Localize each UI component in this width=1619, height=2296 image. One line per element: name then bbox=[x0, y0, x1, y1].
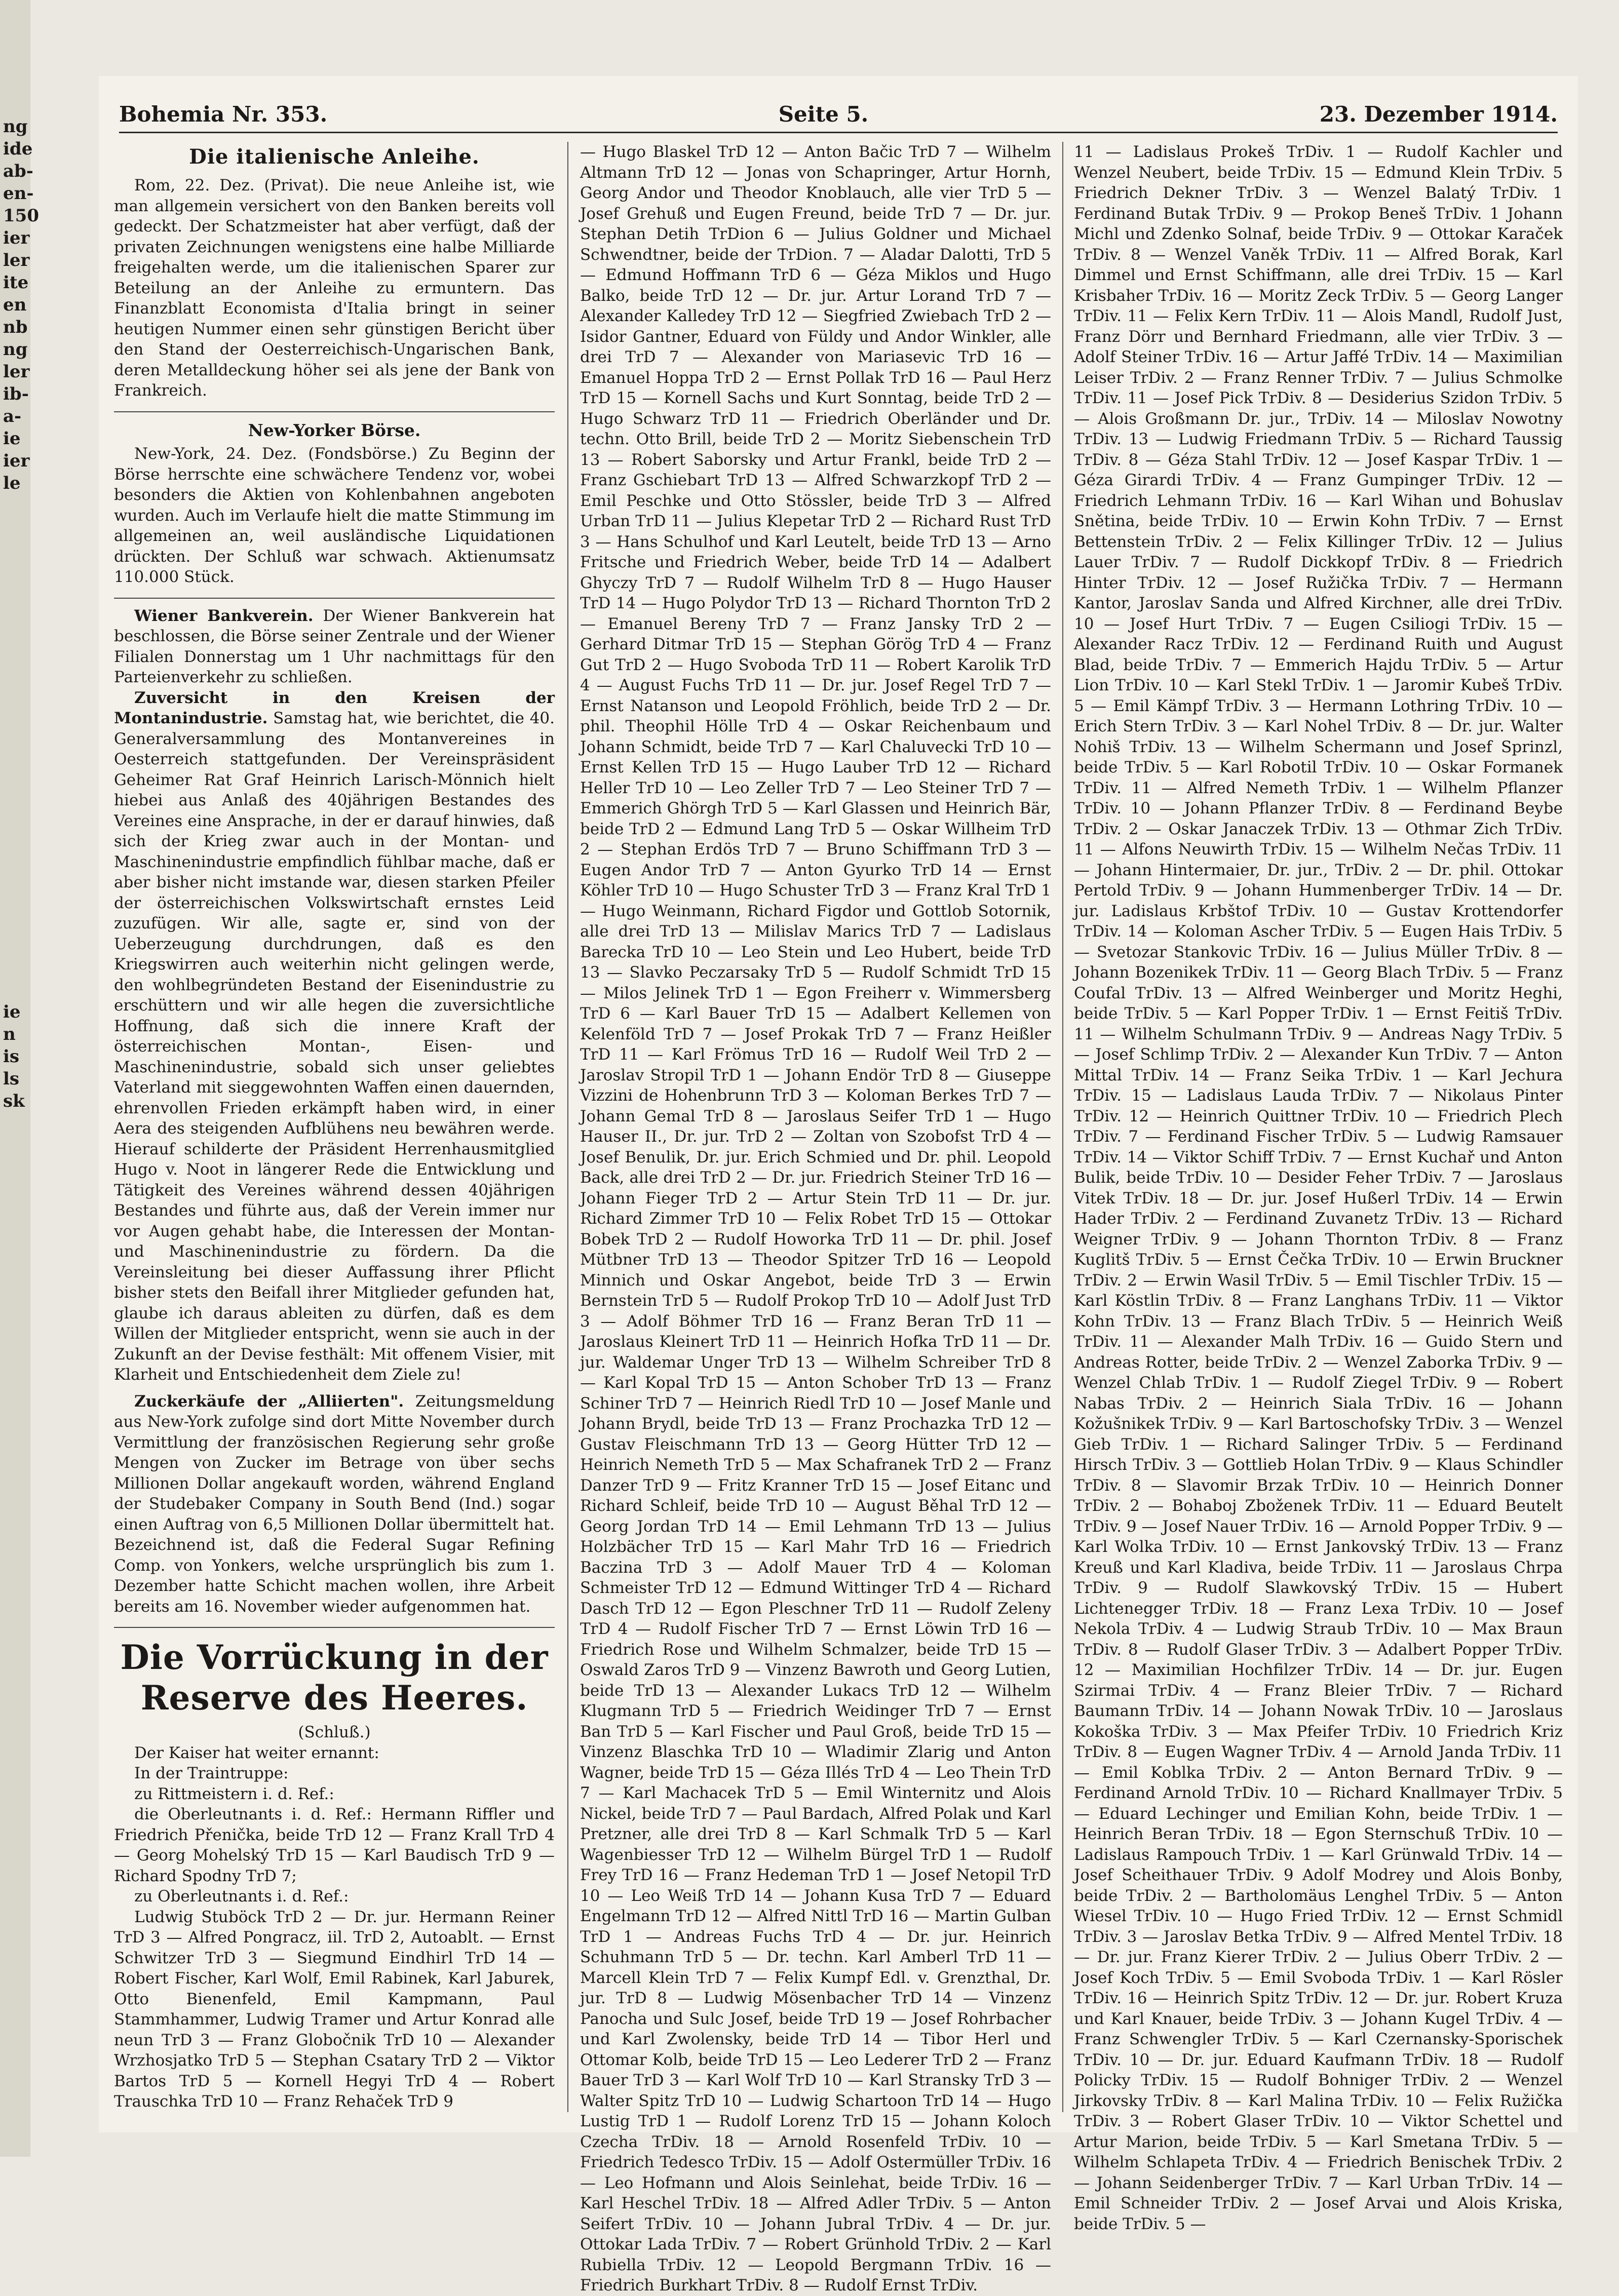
reserve-rank-oberleutnant: zu Oberleutnants i. d. Ref.: bbox=[134, 1887, 349, 1905]
reserve-intro-2: In der Traintruppe: bbox=[134, 1764, 289, 1782]
article-body-boerse: New-York, 24. Dez. (Fondsbörse.) Zu Beginn der Börse herrschte eine schwächere Tendenz vor, wobei besonders die Aktien von Kohlenbahnen angeboten wurden. Auch im Verlaufe hielt die matte Stimmung im allgemeinen an, weil ausländische Liquidationen drückten. Der Schluß war schwach. Aktienumsatz 110.000 Stück. bbox=[114, 445, 555, 586]
margin-fragment: ier bbox=[3, 228, 30, 248]
reserve-list-oberleutnant: Ludwig Stuböck TrD 2 — Dr. jur. Hermann Reiner TrD 3 — Alfred Pongracz, iil. TrD 2, Autoablt. — Ernst Schwitzer TrD 3 — Siegmund Eindhirl TrD 14 — Robert Fischer, Karl Wolf, Emil Rabinek, Karl Jaburek, Otto Bienenfeld, Emil Kampmann, Paul Stammhammer, Ludwig Tramer und Artur Konrad alle neun TrD 3 — Franz Globočnik TrD 10 — Alexander Wrzhosjatko TrD 5 — Stephan Csatary TrD 2 — Viktor Bartos TrD 5 — Kornell Hegyi TrD 4 — Robert Trauschka TrD 10 — Franz Rehaček TrD 9 bbox=[114, 1908, 555, 2111]
margin-fragment: nb bbox=[3, 317, 28, 337]
margin-fragment: ler bbox=[3, 362, 30, 382]
margin-fragment: ite bbox=[3, 273, 29, 293]
margin-fragment: ls bbox=[3, 1069, 20, 1089]
article-subtitle-reserve: (Schluß.) bbox=[298, 1723, 371, 1741]
article-bankverein bbox=[114, 606, 555, 688]
newspaper-page bbox=[99, 76, 1578, 2294]
margin-fragment: ng bbox=[3, 116, 28, 137]
margin-fragment: en bbox=[3, 295, 27, 315]
separator bbox=[114, 598, 555, 599]
margin-fragment: n bbox=[3, 1024, 16, 1044]
separator bbox=[114, 411, 555, 412]
promotion-list-continued-2: 11 — Ladislaus Prokeš TrDiv. 1 — Rudolf Kachler und Wenzel Neubert, beide TrDiv. 15 — Edmund Klein TrDiv. 5 Friedrich Dekner TrDiv. 3 — Wenzel Balatý TrDiv. 1 Ferdinand Butak TrDiv. 9 — Prokop Beneš TrDiv. 1 Johann Michl und Zdenko Solnaf, beide TrDiv. 9 — Ottokar Karaček TrDiv. 8 — Wenzel Vaněk TrDiv. 11 — Alfred Borak, Karl Dimmel und Ernst Schiffmann, alle drei TrDiv. 15 — Karl Krisbaher TrDiv. 16 — Moritz Zeck TrDiv. 5 — Georg Langer TrDiv. 11 — Felix Kern TrDiv. 11 — Alois Mandl, Rudolf Just, Franz Dörr und Bernhard Friedmann, alle vier TrDiv. 3 — Adolf Steiner TrDiv. 16 — Artur Jaffé TrDiv. 14 — Maximilian Leiser TrDiv. 2 — Franz Renner TrDiv. 7 — Julius Schmolke TrDiv. 11 — Josef Pick TrDiv. 8 — Desiderius Szidon TrDiv. 5 — Alois Großmann Dr. jur., TrDiv. 14 — Miloslav Nowotny TrDiv. 13 — Ludwig Friedmann TrDiv. 5 — Richard Taussig TrDiv. 8 — Géza Stahl TrDiv. 12 — Josef Kaspar TrDiv. 1 — Géza Girardi TrDiv. 4 — Franz Gumpinger TrDiv. 12 — Friedrich Lehmann TrDiv. 16 — Karl Wihan und Bohuslav Snětina, beide TrDiv. 10 — Erwin Kohn TrDiv. 7 — Ernst Bettenstein TrDiv. 2 — Felix Killinger TrDiv. 12 — Julius Lauer TrDiv. 7 — Rudolf Dickkopf TrDiv. 8 — Friedrich Hinter TrDiv. 12 — Josef Ružička TrDiv. 7 — Hermann Kantor, Jaroslav Sanda und Alfred Kirchner, alle drei TrDiv. 10 — Josef Hurt TrDiv. 7 — Eugen Csiliogi TrDiv. 15 — Alexander Racz TrDiv. 12 — Ferdinand Ruith und August Blad, beide TrDiv. 7 — Emmerich Hajdu TrDiv. 5 — Artur Lion TrDiv. 10 — Karl Stekl TrDiv. 1 — Jaromir Kubeš TrDiv. 5 — Emil Kämpf TrDiv. 3 — Hermann Lothring TrDiv. 10 — Erich Stern TrDiv. 3 — Karl Nohel TrDiv. 8 — Dr. jur. Walter Nohiš TrDiv. 13 — Wilhelm Schermann und Josef Sprinzl, beide TrDiv. 5 — Karl Robotil TrDiv. 10 — Oskar Formanek TrDiv. 11 — Alfred Nemeth TrDiv. 1 — Wilhelm Pflanzer TrDiv. 10 — Johann Pflanzer TrDiv. 8 — Ferdinand Beybe TrDiv. 2 — Oskar Janaczek TrDiv. 13 — Othmar Zich TrDiv. 11 — Alfons Neuwirth TrDiv. 15 — Wilhelm Nečas TrDiv. 11 — Johann Hintermaier, Dr. jur., TrDiv. 2 — Dr. phil. Ottokar Pertold TrDiv. 9 — Johann Hummenberger TrDiv. 14 — Dr. jur. Ladislaus Krbštof TrDiv. 10 — Gustav Krottendorfer TrDiv. 14 — Koloman Ascher TrDiv. 5 — Eugen Hais TrDiv. 5 — Svetozar Stankovic TrDiv. 16 — Julius Müller TrDiv. 8 — Johann Bozenikek TrDiv. 11 — Georg Blach TrDiv. 5 — Franz Coufal TrDiv. 13 — Alfred Weinberger und Moritz Heghi, beide TrDiv. 5 — Karl Popper TrDiv. 1 — Ernst Feitiš TrDiv. 11 — Wilhelm Schulmann TrDiv. 9 — Andreas Nagy TrDiv. 5 — Josef Schlimp TrDiv. 2 — Alexander Kun TrDiv. 7 — Anton Mittal TrDiv. 14 — Franz Seika TrDiv. 1 — Karl Jechura TrDiv. 15 — Ladislaus Lauda TrDiv. 7 — Nikolaus Pinter TrDiv. 12 — Heinrich Quittner TrDiv. 10 — Friedrich Plech TrDiv. 7 — Ferdinand Fischer TrDiv. 5 — Ludwig Ramsauer TrDiv. 14 — Viktor Schiff TrDiv. 7 — Ernst Kuchař und Anton Bulik, beide TrDiv. 10 — Desider Feher TrDiv. 7 — Jaroslaus Vitek TrDiv. 18 — Dr. jur. Josef Hußerl TrDiv. 14 — Erwin Hader TrDiv. 2 — Ferdinand Zuvanetz TrDiv. 13 — Richard Weigner TrDiv. 9 — Johann Thornton TrDiv. 8 — Franz Kuglitš TrDiv. 5 — Ernst Čečka TrDiv. 10 — Erwin Bruckner TrDiv. 2 — Erwin Wasil TrDiv. 5 — Emil Tischler TrDiv. 15 — Karl Köstlin TrDiv. 8 — Franz Langhans TrDiv. 11 — Viktor Kohn TrDiv. 13 — Franz Blach TrDiv. 5 — Heinrich Weiß TrDiv. 11 — Alexander Malh TrDiv. 16 — Guido Stern und Andreas Rotter, beide TrDiv. 2 — Wenzel Zaborka TrDiv. 9 — Wenzel Chlab TrDiv. 1 — Rudolf Ziegel TrDiv. 9 — Robert Nabas TrDiv. 2 — Heinrich Siala TrDiv. 16 — Johann Kožušnikek TrDiv. 9 — Karl Bartoschofsky TrDiv. 3 — Wenzel Gieb TrDiv. 1 — Richard Salinger TrDiv. 5 — Ferdinand Hirsch TrDiv. 3 — Gottlieb Holan TrDiv. 9 — Klaus Schindler TrDiv. 8 — Slavomir Brzak TrDiv. 10 — Heinrich Donner TrDiv. 2 — Bohaboj Zboženek TrDiv. 11 — Eduard Beutelt TrDiv. 9 — Josef Nauer TrDiv. 16 — Arnold Popper TrDiv. 9 — Karl Wolka TrDiv. 10 — Ernst Jankovský TrDiv. 13 — Franz Kreuß und Karl Kladiva, beide TrDiv. 11 — Jaroslaus Chrpa TrDiv. 9 — Rudolf Slawkovský TrDiv. 15 — Hubert Lichtenegger TrDiv. 18 — Franz Lexa TrDiv. 10 — Josef Nekola TrDiv. 4 — Ludwig Straub TrDiv. 10 — Max Braun TrDiv. 8 — Rudolf Glaser TrDiv. 3 — Adalbert Popper TrDiv. 12 — Maximilian Hochfilzer TrDiv. 14 — Dr. jur. Eugen Szirmai TrDiv. 4 — Franz Bleier TrDiv. 7 — Richard Baumann TrDiv. 14 — Johann Nowak TrDiv. 10 — Jaroslaus Kokoška TrDiv. 3 — Max Pfeifer TrDiv. 10 Friedrich Kriz TrDiv. 8 — Eugen Wagner TrDiv. 4 — Arnold Janda TrDiv. 11 — Emil Koblka TrDiv. 2 — Anton Bernard TrDiv. 9 — Ferdinand Arnold TrDiv. 10 — Richard Knallmayer TrDiv. 5 — Eduard Lechinger und Emilian Kohn, beide TrDiv. 1 — Heinrich Beran TrDiv. 18 — Egon Sternschuß TrDiv. 10 — Ladislaus Rampouch TrDiv. 1 — Karl Grünwald TrDiv. 14 — Josef Scheithauer TrDiv. 9 Adolf Modrey und Alois Bonby, beide TrDiv. 2 — Bartholomäus Lenghel TrDiv. 5 — Anton Wiesel TrDiv. 10 — Hugo Fried TrDiv. 12 — Ernst Schmidl TrDiv. 3 — Jaroslav Betka TrDiv. 9 — Alfred Mentel TrDiv. 18 — Dr. jur. Franz Kierer TrDiv. 2 — Julius Oberr TrDiv. 2 — Josef Koch TrDiv. 5 — Emil Svoboda TrDiv. 1 — Karl Rösler TrDiv. 16 — Heinrich Spitz TrDiv. 12 — Dr. jur. Robert Kruza und Karl Knauer, beide TrDiv. 3 — Johann Kugel TrDiv. 4 — Franz Schwengler TrDiv. 5 — Karl Czernansky-Sporischek TrDiv. 10 — Dr. jur. Eduard Kaufmann TrDiv. 18 — Rudolf Policky TrDiv. 15 — Rudolf Bohniger TrDiv. 2 — Wenzel Jirkovsky TrDiv. 8 — Karl Malina TrDiv. 10 — Felix Ružička TrDiv. 3 — Robert Glaser TrDiv. 10 — Viktor Schettel und Artur Marion, beide TrDiv. 5 — Karl Smetana TrDiv. 5 — Wilhelm Schlapeta TrDiv. 4 — Friedrich Benischek TrDiv. 2 — Johann Seidenberger TrDiv. 7 — Karl Urban TrDiv. 14 — Emil Schneider TrDiv. 2 — Josef Arvai und Alois Kriska, beide TrDiv. 5 — bbox=[1074, 143, 1563, 2233]
margin-fragment: ie bbox=[3, 1002, 21, 1022]
article-body-montan: Samstag hat, wie berichtet, die 40. Generalversammlung des Montanvereines in Oesterreich stattgefunden. Der Vereinspräsident Geheimer Rat Graf Heinrich Larisch-Mönnich hielt hiebei aus Anlaß des 40jährigen Bestandes des Vereines eine Ansprache, in der er darauf hinwies, daß sich der Krieg zwar auch in der Montan- und Maschinenindustrie empfindlich fühlbar mache, daß er aber bisher nicht imstande war, diesen starken Pfeiler der österreichischen Volkswirtschaft ernstes Leid zuzufügen. Wir alle, sagte er, sind von der Ueberzeugung durchdrungen, daß es den Kriegswirren auch weiterhin nicht gelingen werde, den wohlbegründeten Bestand der Eisenindustrie zu erschüttern und wir alle hegen die zuversichtliche Hoffnung, daß sich die innere Kraft der österreichischen Montan-, Eisen- und Maschinenindustrie, sobald sich unser geliebtes Vaterland mit sieggewohnten Waffen einen dauernden, ehrenvollen Frieden erkämpft haben wird, in einer Aera des steigenden Aufblühens neu bewähren werde. Hierauf schilderte der Präsident Herrenhausmitglied Hugo v. Noot in längerer Rede die Entwicklung und Tätigkeit des Vereines während dessen 40jährigen Bestandes und führte aus, daß der Verein immer nur vor Augen gehabt habe, die Interessen der Montan- und Maschinenindustrie zu fördern. Da die Vereinsleitung bei dieser Auffassung ihrer Pflicht bisher stets den Beifall ihrer Mitglieder gefunden hat, glaube ich daraus ableiten zu dürfen, daß es dem Willen der Mitglieder entspricht, wenn sie auch in der Zukunft an der Devise festhält: Mit offenem Visier, mit Klarheit und Entschiedenheit dem Ziele zu! bbox=[114, 709, 555, 1384]
margin-fragment: a- bbox=[3, 406, 22, 426]
left-margin-strip bbox=[0, 0, 39, 2157]
page-header bbox=[119, 91, 1558, 133]
column-rule-2 bbox=[1062, 142, 1063, 2112]
article-title-boerse: New-Yorker Börse. bbox=[248, 420, 421, 440]
article-body-bankverein: Der Wiener Bankverein hat beschlossen, die Börse seiner Zentrale und der Wiener Filialen Donnerstag um 1 Uhr nachmittags für den Parteienverkehr zu schließen. bbox=[114, 606, 555, 686]
margin-fragment: ie bbox=[3, 429, 21, 449]
article-montan bbox=[114, 688, 555, 1385]
margin-fragment: le bbox=[3, 473, 21, 493]
article-body-anleihe: Rom, 22. Dez. (Privat). Die neue Anleihe ist, wie man allgemein versichert von den Banken bereits voll gedeckt. Der Schatzmeister hat aber verfügt, daß der privaten Zeichnungen wenigstens eine halbe Milliarde freigehalten werde, um die italienischen Sparer zur Beteilung an der Anleihe zu ermuntern. Das Finanzblatt Economista d'Italia bringt in seiner heutigen Nummer einen sehr günstigen Bericht über den Stand der Oesterreichisch-Ungarischen Bank, deren Metalldeckung höher sei als jene der Bank von Frankreich. bbox=[114, 176, 555, 400]
article-body-zucker: Zeitungsmeldung aus New-York zufolge sind dort Mitte November durch Vermittlung der französischen Regierung sehr große Mengen von Zucker im Betrage von über sechs Millionen Dollar angekauft worden, während England der Studebaker Company in South Bend (Ind.) sogar einen Auftrag von 6,5 Millionen Dollar übermittelt hat. Bezeichnend ist, daß die Federal Sugar Refining Comp. von Yonkers, welche ursprünglich bis zum 1. Dezember hatte Schicht machen wollen, ihre Arbeit bereits am 16. November wieder aufgenommen hat. bbox=[114, 1392, 555, 1616]
article-lead-montan: Zuversicht in den Kreisen der Montanindustrie. bbox=[114, 688, 555, 727]
reserve-rank-rittmeister: zu Rittmeistern i. d. Ref.: bbox=[134, 1784, 334, 1803]
header-date: 23. Dezember 1914. bbox=[1319, 102, 1558, 127]
margin-fragment: ler bbox=[3, 250, 30, 270]
separator bbox=[114, 1627, 555, 1628]
article-title-reserve: Die Vorrückung in der Reserve des Heeres. bbox=[120, 1638, 549, 1718]
article-title-anleihe: Die italienische Anleihe. bbox=[189, 145, 480, 169]
margin-fragment: 150 bbox=[3, 206, 39, 226]
column-rule-1 bbox=[567, 142, 568, 2112]
header-issue: Bohemia Nr. 353. bbox=[119, 102, 328, 127]
article-zucker bbox=[114, 1391, 555, 1617]
reserve-list-rittmeister: die Oberleutnants i. d. Ref.: Hermann Riffler und Friedrich Přenička, beide TrD 12 — Franz Krall TrD 4 — Georg Mohelský TrD 15 — Karl Baudisch TrD 9 — Richard Spodny TrD 7; bbox=[114, 1805, 555, 1885]
margin-fragment: ib- bbox=[3, 384, 29, 404]
margin-fragment: ide bbox=[3, 139, 33, 159]
promotion-list-continued: — Hugo Blaskel TrD 12 — Anton Bačic TrD 7 — Wilhelm Altmann TrD 12 — Jonas von Schapringer, Artur Hornh, Georg Andor und Theodor Knoblauch, alle vier TrD 5 — Josef Grehuß und Eugen Freund, beide TrD 7 — Dr. jur. Stephan Detih TrDion 6 — Julius Goldner und Michael Schwendtner, beide der TrDion. 7 — Aladar Dalotti, TrD 5 — Edmund Hoffmann TrD 6 — Géza Miklos und Hugo Balko, beide TrD 12 — Dr. jur. Artur Lorand TrD 7 — Alexander Kalledey TrD 12 — Siegfried Zwiebach TrD 2 — Isidor Gantner, Eduard von Füldy und Andor Winkler, alle drei TrD 7 — Alexander von Mariasevic TrD 16 — Emanuel Hoppa TrD 2 — Ernst Pollak TrD 16 — Paul Herz TrD 15 — Kornell Sachs und Kurt Sonntag, beide TrD 2 — Hugo Schwarz TrD 11 — Friedrich Oberländer und Dr. techn. Otto Brill, beide TrD 2 — Moritz Siebenschein TrD 13 — Robert Saborsky und Artur Frankl, beide TrD 2 — Franz Gschiebart TrD 13 — Alfred Schwarzkopf TrD 2 — Emil Peschke und Otto Stössler, beide TrD 3 — Alfred Urban TrD 11 — Julius Klepetar TrD 2 — Richard Rust TrD 3 — Hans Schulhof und Karl Leutelt, beide TrD 13 — Arno Fritsche und Friedrich Weber, beide TrD 14 — Adalbert Ghyczy TrD 7 — Rudolf Wilhelm TrD 8 — Hugo Hauser TrD 14 — Hugo Polydor TrD 13 — Richard Thornton TrD 2 — Emanuel Bereny TrD 7 — Franz Jansky TrD 2 — Gerhard Ditmar TrD 15 — Stephan Görög TrD 4 — Franz Gut TrD 2 — Hugo Svoboda TrD 11 — Robert Karolik TrD 4 — August Fuchs TrD 11 — Dr. jur. Josef Regel TrD 7 — Ernst Natanson und Leopold Fröhlich, beide TrD 2 — Dr. phil. Theophil Hölle TrD 4 — Oskar Reichenbaum und Johann Schmidt, beide TrD 7 — Karl Chaluvecki TrD 10 — Ernst Kellen TrD 15 — Hugo Lauber TrD 12 — Richard Heller TrD 10 — Leo Zeller TrD 7 — Leo Steiner TrD 7 — Emmerich Ghörgh TrD 5 — Karl Glassen und Heinrich Bär, beide TrD 2 — Edmund Lang TrD 5 — Oskar Willheim TrD 2 — Stephan Erdös TrD 7 — Bruno Schiffmann TrD 3 — Eugen Andor TrD 7 — Anton Gyurko TrD 14 — Ernst Köhler TrD 10 — Hugo Schuster TrD 3 — Franz Kral TrD 1 — Hugo Weinmann, Richard Figdor und Gottlob Sotornik, alle drei TrD 13 — Milislav Marics TrD 7 — Ladislaus Barecka TrD 10 — Leo Stein und Leo Hubert, beide TrD 13 — Slavko Peczarsaky TrD 5 — Rudolf Schmidt TrD 15 — Milos Jelinek TrD 1 — Egon Freiherr v. Wimmersberg TrD 6 — Karl Bauer TrD 15 — Adalbert Kellemen von Kelenföld TrD 7 — Josef Prokak TrD 7 — Franz Heißler TrD 11 — Karl Frömus TrD 16 — Rudolf Weil TrD 2 — Jaroslav Stropil TrD 1 — Johann Endör TrD 8 — Giuseppe Vizzini de Hohenbrunn TrD 3 — Koloman Berkes TrD 7 — Johann Gemal TrD 8 — Jaroslaus Seifer TrD 1 — Hugo Hauser II., Dr. jur. TrD 2 — Zoltan von Szobofst TrD 4 — Josef Benulik, Dr. jur. Erich Schmied und Dr. phil. Leopold Back, alle drei TrD 2 — Dr. jur. Friedrich Steiner TrD 16 — Johann Fieger TrD 2 — Artur Stein TrD 11 — Dr. jur. Richard Zimmer TrD 10 — Felix Robet TrD 15 — Ottokar Bobek TrD 2 — Rudolf Howorka TrD 11 — Dr. phil. Josef Mütbner TrD 13 — Theodor Spitzer TrD 16 — Leopold Minnich und Oskar Angebot, beide TrD 3 — Erwin Bernstein TrD 5 — Rudolf Prokop TrD 10 — Adolf Just TrD 3 — Adolf Böhmer TrD 16 — Franz Beran TrD 11 — Jaroslaus Kleinert TrD 11 — Heinrich Hofka TrD 11 — Dr. jur. Waldemar Unger TrD 13 — Wilhelm Schreiber TrD 8 — Karl Kopal TrD 15 — Anton Schober TrD 13 — Franz Schiner TrD 7 — Heinrich Riedl TrD 10 — Josef Manle und Johann Brydl, beide TrD 13 — Franz Prochazka TrD 12 — Gustav Fleischmann TrD 13 — Georg Hütter TrD 12 — Heinrich Nemeth TrD 5 — Max Schafranek TrD 2 — Franz Danzer TrD 9 — Fritz Kranner TrD 15 — Josef Eitanc und Richard Schleif, beide TrD 10 — August Běhal TrD 12 — Georg Jordan TrD 14 — Emil Lehmann TrD 13 — Julius Holzbächer TrD 15 — Karl Mahr TrD 16 — Friedrich Baczina TrD 3 — Adolf Mauer TrD 4 — Koloman Schmeister TrD 12 — Edmund Wittinger TrD 4 — Richard Dasch TrD 12 — Egon Pleschner TrD 11 — Rudolf Zeleny TrD 4 — Rudolf Fischer TrD 7 — Ernst Löwin TrD 16 — Friedrich Rose und Wilhelm Schmalzer, beide TrD 15 — Oswald Zaros TrD 9 — Vinzenz Bawroth und Georg Lutien, beide TrD 13 — Alexander Lukacs TrD 12 — Wilhelm Klugmann TrD 5 — Friedrich Weidinger TrD 7 — Ernst Ban TrD 5 — Karl Fischer und Paul Groß, beide TrD 15 — Vinzenz Blaschka TrD 10 — Wladimir Zlarig und Anton Wagner, beide TrD 15 — Géza Illés TrD 4 — Leo Thein TrD 7 — Karl Machacek TrD 5 — Emil Winternitz und Alois Nickel, beide TrD 7 — Paul Bardach, Alfred Polak und Karl Pretzner, alle drei TrD 8 — Karl Schmalk TrD 5 — Karl Wagenbiesser TrD 12 — Wilhelm Bürgel TrD 1 — Rudolf Frey TrD 16 — Franz Hedeman TrD 1 — Josef Netopil TrD 10 — Leo Weiß TrD 14 — Johann Kusa TrD 7 — Eduard Engelmann TrD 12 — Alfred Nittl TrD 16 — Martin Gulban TrD 1 — Andreas Fuchs TrD 4 — Dr. jur. Heinrich Schuhmann TrD 5 — Dr. techn. Karl Amberl TrD 11 — Marcell Klein TrD 7 — Felix Kumpf Edl. v. Grenzthal, Dr. jur. TrD 8 — Ludwig Mösenbacher TrD 14 — Vinzenz Panocha und Sulc Josef, beide TrD 19 — Josef Rohrbacher und Karl Zwolensky, beide TrD 14 — Tibor Herl und Ottomar Kolb, beide TrD 15 — Leo Lederer TrD 2 — Franz Bauer TrD 3 — Karl Wolf TrD 10 — Karl Stransky TrD 3 — Walter Spitz TrD 10 — Ludwig Schartoon TrD 14 — Hugo Lustig TrD 1 — Rudolf Lorenz TrD 15 — Johann Koloch Czecha TrDiv. 18 — Arnold Rosenfeld TrDiv. 10 — Friedrich Tedesco TrDiv. 15 — Adolf Ostermüller TrDiv. 16 — Leo Hofmann und Alois Seinlehat, beide TrDiv. 16 — Karl Heschel TrDiv. 18 — Alfred Adler TrDiv. 5 — Anton Seifert TrDiv. 10 — Johann Jubral TrDiv. 4 — Dr. jur. Ottokar Lada TrDiv. 7 — Robert Grünhold TrDiv. 2 — Karl Rubiella TrDiv. 12 — Leopold Bergmann TrDiv. 16 — Friedrich Burkhart TrDiv. 8 — Rudolf Ernst TrDiv. bbox=[580, 143, 1051, 2294]
margin-fragment: is bbox=[3, 1046, 20, 1067]
margin-fragment: ier bbox=[3, 451, 30, 471]
margin-fragment: en- bbox=[3, 183, 34, 204]
header-page-number: Seite 5. bbox=[778, 102, 869, 127]
margin-fragment: sk bbox=[3, 1091, 25, 1111]
article-lead-bankverein: Wiener Bankverein. bbox=[134, 606, 314, 625]
column-2 bbox=[580, 142, 1051, 2294]
margin-fragment: ng bbox=[3, 339, 28, 360]
column-1 bbox=[114, 142, 555, 2112]
reserve-intro-1: Der Kaiser hat weiter ernannt: bbox=[134, 1743, 379, 1762]
margin-fragment: ab- bbox=[3, 161, 33, 181]
column-3 bbox=[1074, 142, 1563, 2233]
article-lead-zucker: Zuckerkäufe der „Alliierten". bbox=[134, 1392, 404, 1411]
